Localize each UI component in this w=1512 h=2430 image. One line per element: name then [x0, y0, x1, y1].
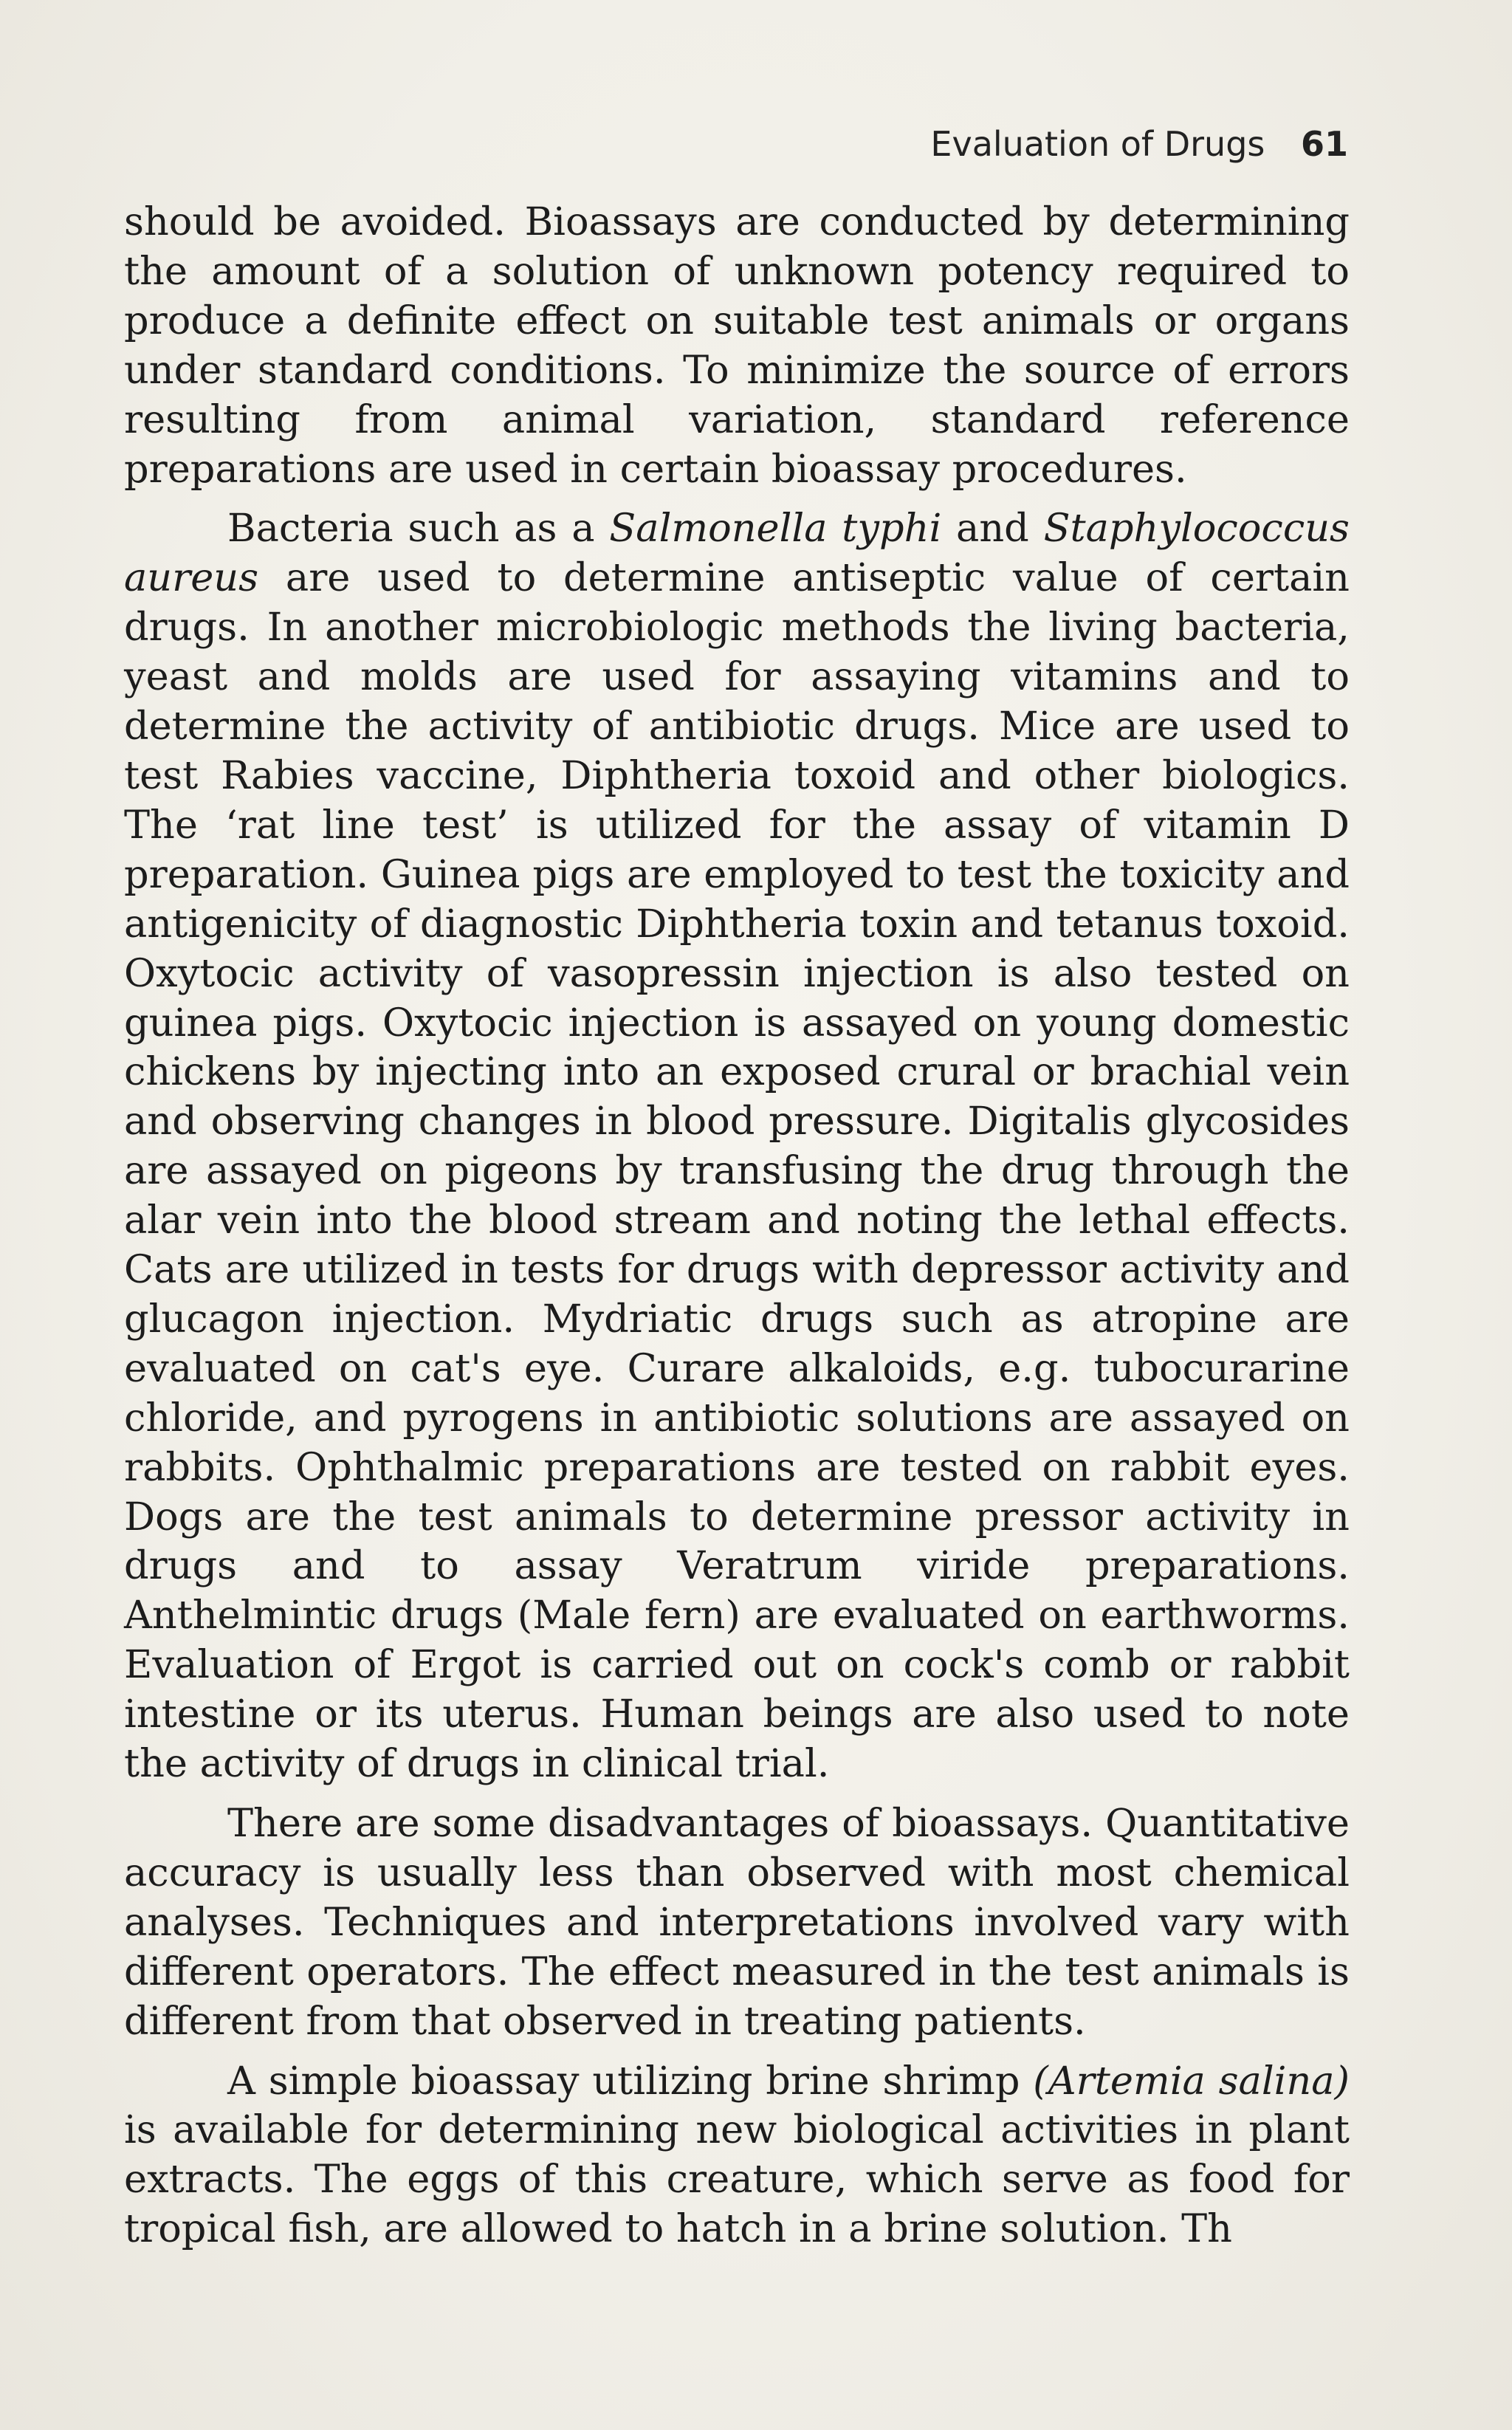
body-text: [124, 198, 1350, 2254]
running-head: [930, 124, 1348, 164]
paragraph-disadvantages: There are some disadvantages of bioassays. Quantitative accuracy is usually less than observed with most chemical analyses. Techniques and interpretations involved vary with different operators. The effect measured in the test animals is different from that observed in treating patients.: [124, 1801, 1350, 2044]
text-run: Bacteria such as a: [227, 506, 610, 552]
paragraph-bioassay-intro: should be avoided. Bioassays are conducted by determining the amount of a solution of unknown potency required to produce a definite effect on suitable test animals or organs under standard conditions. To minimize the source of errors resulting from animal variation, standard reference preparations are used in certain bioassay procedures.: [124, 199, 1350, 492]
text-run: A simple bioassay utilizing brine shrimp: [227, 2058, 1034, 2104]
section-title: Evaluation of Drugs: [930, 124, 1265, 164]
page-number: 61: [1300, 124, 1348, 164]
paragraph-brine-shrimp: [124, 2057, 1350, 2255]
text-run: are used to determine antiseptic value of certain drugs. In another microbiologic methods the living bacteria, yeast and molds are used for assaying vitamins and to determine the activity of antibiotic drugs. Mice are used to test Rabies vaccine, Diphtheria toxoid and other biologics. The ‘rat line test’ is utilized for the assay of vitamin D preparation. Guinea pigs are employed to test the toxicity and antigenicity of diagnostic Diphtheria toxin and tetanus toxoid. Oxytocic activity of vasopressin injection is also tested on guinea pigs. Oxytocic injection is assayed on young domestic chickens by injecting into an exposed crural or brachial vein and observing changes in blood pressure. Digitalis glycosides are assayed on pigeons by transfusing the drug through the alar vein into the blood stream and noting the lethal effects. Cats are utilized in tests for drugs with depressor activity and glucagon injection. Mydriatic drugs such as atropine are evaluated on cat's eye. Curare alkaloids, e.g. tubocurarine chloride, and pyrogens in antibiotic solutions are assayed on rabbits. Ophthalmic preparations are tested on rabbit eyes. Dogs are the test animals to determine pressor activity in drugs and to assay Veratrum viride preparations. Anthelmintic drugs (Male fern) are evaluated on earthworms. Evaluation of Ergot is carried out on cock's comb or rabbit intestine or its uterus. Human beings are also used to note the activity of drugs in clinical trial.: [124, 555, 1350, 1787]
species-name: (Artemia salina): [1033, 2058, 1350, 2104]
paragraph-test-organisms: [124, 504, 1350, 1789]
species-name: Staphylococcus aureus: [124, 506, 1350, 601]
species-name: Salmonella typhi: [609, 506, 942, 552]
text-run: is available for determining new biological activities in plant extracts. The eggs of this creature, which serve as food for tropical fish, are allowed to hatch in a brine solution. Th: [124, 2107, 1350, 2252]
text-run: and: [941, 506, 1044, 552]
